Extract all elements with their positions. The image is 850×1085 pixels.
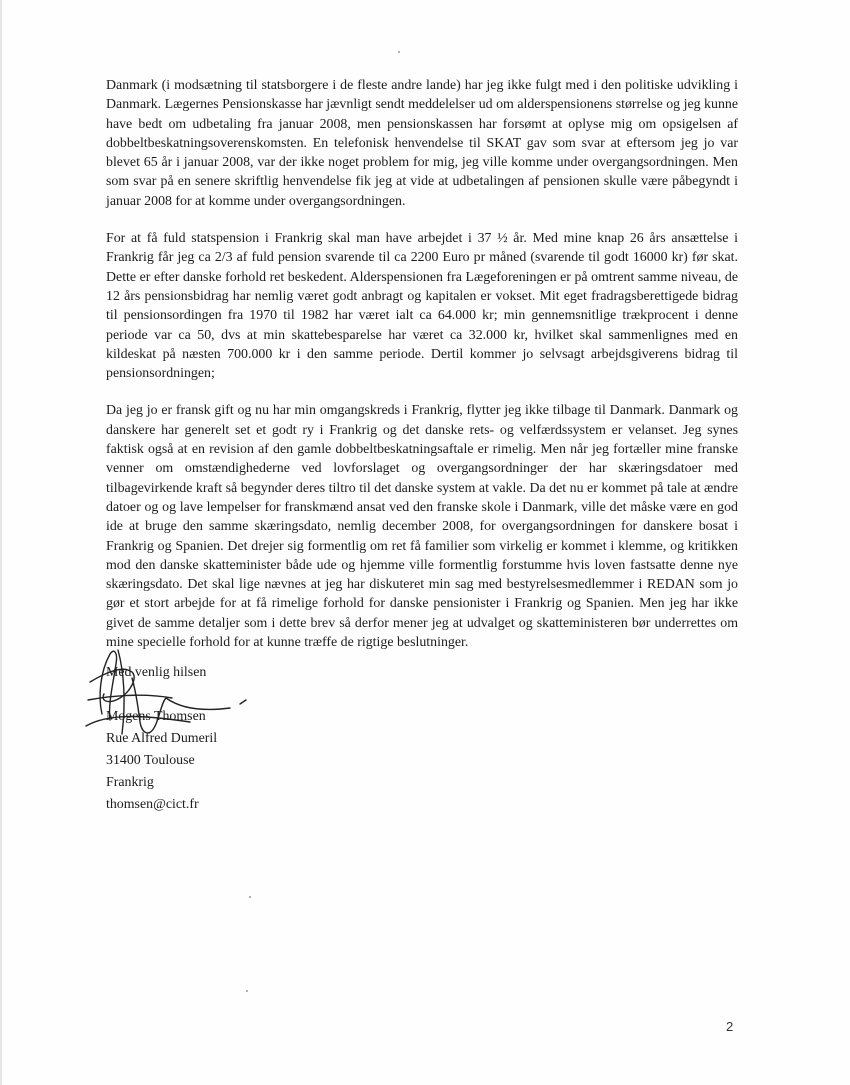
scan-speck <box>398 51 400 53</box>
signer-name: Mogens Thomsen <box>106 709 206 724</box>
closing-greeting: Med venlig hilsen <box>106 665 207 680</box>
scan-speck <box>246 990 248 992</box>
scan-speck <box>249 896 251 898</box>
address-street: Rue Alfred Dumeril <box>106 731 218 746</box>
page-number: 2 <box>726 1019 734 1034</box>
paragraph-2: For at få fuld statspension i Frankrig skal man have arbejdet i 37 ½ år. Med mine knap 26 års ansættelse i Frankrig får jeg ca 2/3 af fuld pension svarende til ca 2200 Euro pr måned (svarende til godt 16000 kr) før skat. Dette er efter danske forhold ret beskedent. Alderspensionen fra Lægeforeningen er på omtrent samme niveau, de 12 års pensionsbidrag har nemlig været godt anbragt og kapitalen er vokset. Mit eget fradragsberettigede bidrag til pensionsordingen fra 1970 til 1982 har været ialt ca 64.000 kr; min gennemsnitlige trækprocent i denne periode var ca 50, dvs at min skattebesparelse har været ca 32.000 kr, hvilket skal sammenlignes med en kildeskat på næsten 700.000 kr i den samme periode. Dertil kommer jo selvsagt arbejdsgiverens bidrag til pensionsordningen; <box>106 231 738 382</box>
paragraph-1: Danmark (i modsætning til statsborgere i de fleste andre lande) har jeg ikke fulgt med i den politiske udvikling i Danmark. Lægernes Pensionskasse har jævnligt sendt meddelelser ud om alderspensionens størrelse og jeg kunne have bedt om udbetaling fra januar 2008, men pensionskassen har forsømt at oplyse mig om opsigelsen af dobbeltbeskatningsoverenskomsten. En telefonisk henvendelse til SKAT gav som svar at eftersom jeg jo var blevet 65 år i januar 2008, var der ikke noget problem for mig, jeg ville komme under overgangsordningen. Men som svar på en senere skriftlig henvendelse fik jeg at vide at udbetalingen af pensionen skulle være påbegyndt i januar 2008 for at komme under overgangsordningen. <box>106 78 738 209</box>
address-country: Frankrig <box>106 775 154 790</box>
letter-body <box>106 76 738 670</box>
email-address: thomsen@cict.fr <box>106 797 199 812</box>
paragraph-3: Da jeg jo er fransk gift og nu har min omgangskreds i Frankrig, flytter jeg ikke tilbage til Danmark. Danmark og danskere har generelt set et godt ry i Frankrig og det danske rets- og velfærdssystem er velanset. Jeg synes faktisk også at en revision af den gamle dobbeltbeskatningsaftale er rimelig. Men når jeg fortæller mine franske venner om omstændighederne ved lovforslaget og overgangsordninger der har skæringsdatoer med tilbagevirkende kraft så begynder deres tiltro til det danske system at vakle. Da det nu er kommet på tale at ændre datoer og og lave lempelser for franskmænd ansat ved den franske skole i Danmark, ville det måske være en god ide at bruge den samme skæringsdato, nemlig december 2008, for overgangsordningen for danskere bosat i Frankrig og Spanien. Det drejer sig formentlig om ret få familier som virkelig er kommet i klemme, og kritikken mod den danske skatteminister både ude og hjemme ville formentlig forstumme hvis loven fastsatte denne nye skæringsdato. Det skal lige nævnes at jeg har diskuteret min sag med bestyrelsesmedlemmer i REDAN som jo gør et stort arbejde for at få rimelige forhold for danske pensionister i Frankrig og Spanien. Men jeg har ikke givet de samme detaljer som i dette brev så derfor mener jeg at udvalget og skatteministeren bør underrettes om mine specielle forhold for at kunne træffe de rigtige beslutninger. <box>106 403 738 651</box>
handwritten-signature <box>80 642 270 752</box>
address-city: 31400 Toulouse <box>106 753 195 768</box>
scan-edge <box>0 0 2 1085</box>
